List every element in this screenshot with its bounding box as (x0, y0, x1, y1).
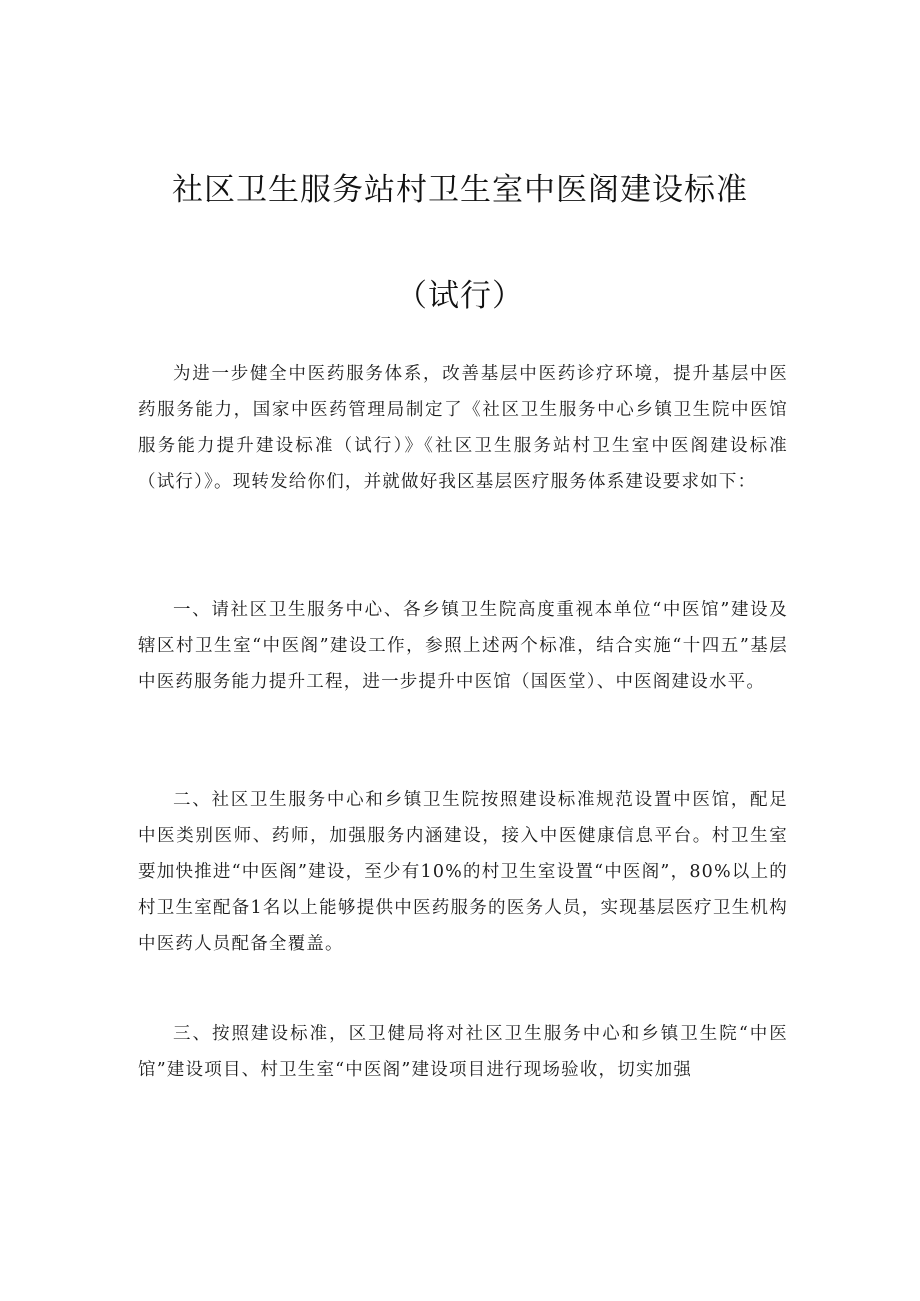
document-title: 社区卫生服务站村卫生室中医阁建设标准 (172, 172, 748, 208)
paragraph-item-2 (138, 782, 788, 962)
document-subtitle: （试行） (396, 278, 524, 314)
paragraph-item-3 (138, 1016, 788, 1088)
paragraph-text: 为进一步健全中医药服务体系，改善基层中医药诊疗环境，提升基层中医药服务能力，国家中医药管理局制定了《社区卫生服务中心乡镇卫生院中医馆服务能力提升建设标准（试行）》《社区卫生服务站村卫生室中医阁建设标准（试行）》。现转发给你们，并就做好我区基层医疗服务体系建设要求如下： (138, 364, 788, 492)
paragraph-text: 二、社区卫生服务中心和乡镇卫生院按照建设标准规范设置中医馆，配足中医类别医师、药师，加强服务内涵建设，接入中医健康信息平台。村卫生室要加快推进“中医阁”建设，至少有10%的村卫生室设置“中医阁”，80%以上的村卫生室配备1名以上能够提供中医药服务的医务人员，实现基层医疗卫生机构中医药人员配备全覆盖。 (138, 790, 788, 954)
paragraph-text: 一、请社区卫生服务中心、各乡镇卫生院高度重视本单位“中医馆”建设及辖区村卫生室“中医阁”建设工作，参照上述两个标准，结合实施“十四五”基层中医药服务能力提升工程，进一步提升中医馆（国医堂）、中医阁建设水平。 (138, 600, 788, 692)
paragraph-intro (138, 356, 788, 500)
paragraph-item-1 (138, 592, 788, 700)
paragraph-text: 三、按照建设标准，区卫健局将对社区卫生服务中心和乡镇卫生院“中医馆”建设项目、村卫生室“中医阁”建设项目进行现场验收，切实加强 (138, 1024, 788, 1080)
